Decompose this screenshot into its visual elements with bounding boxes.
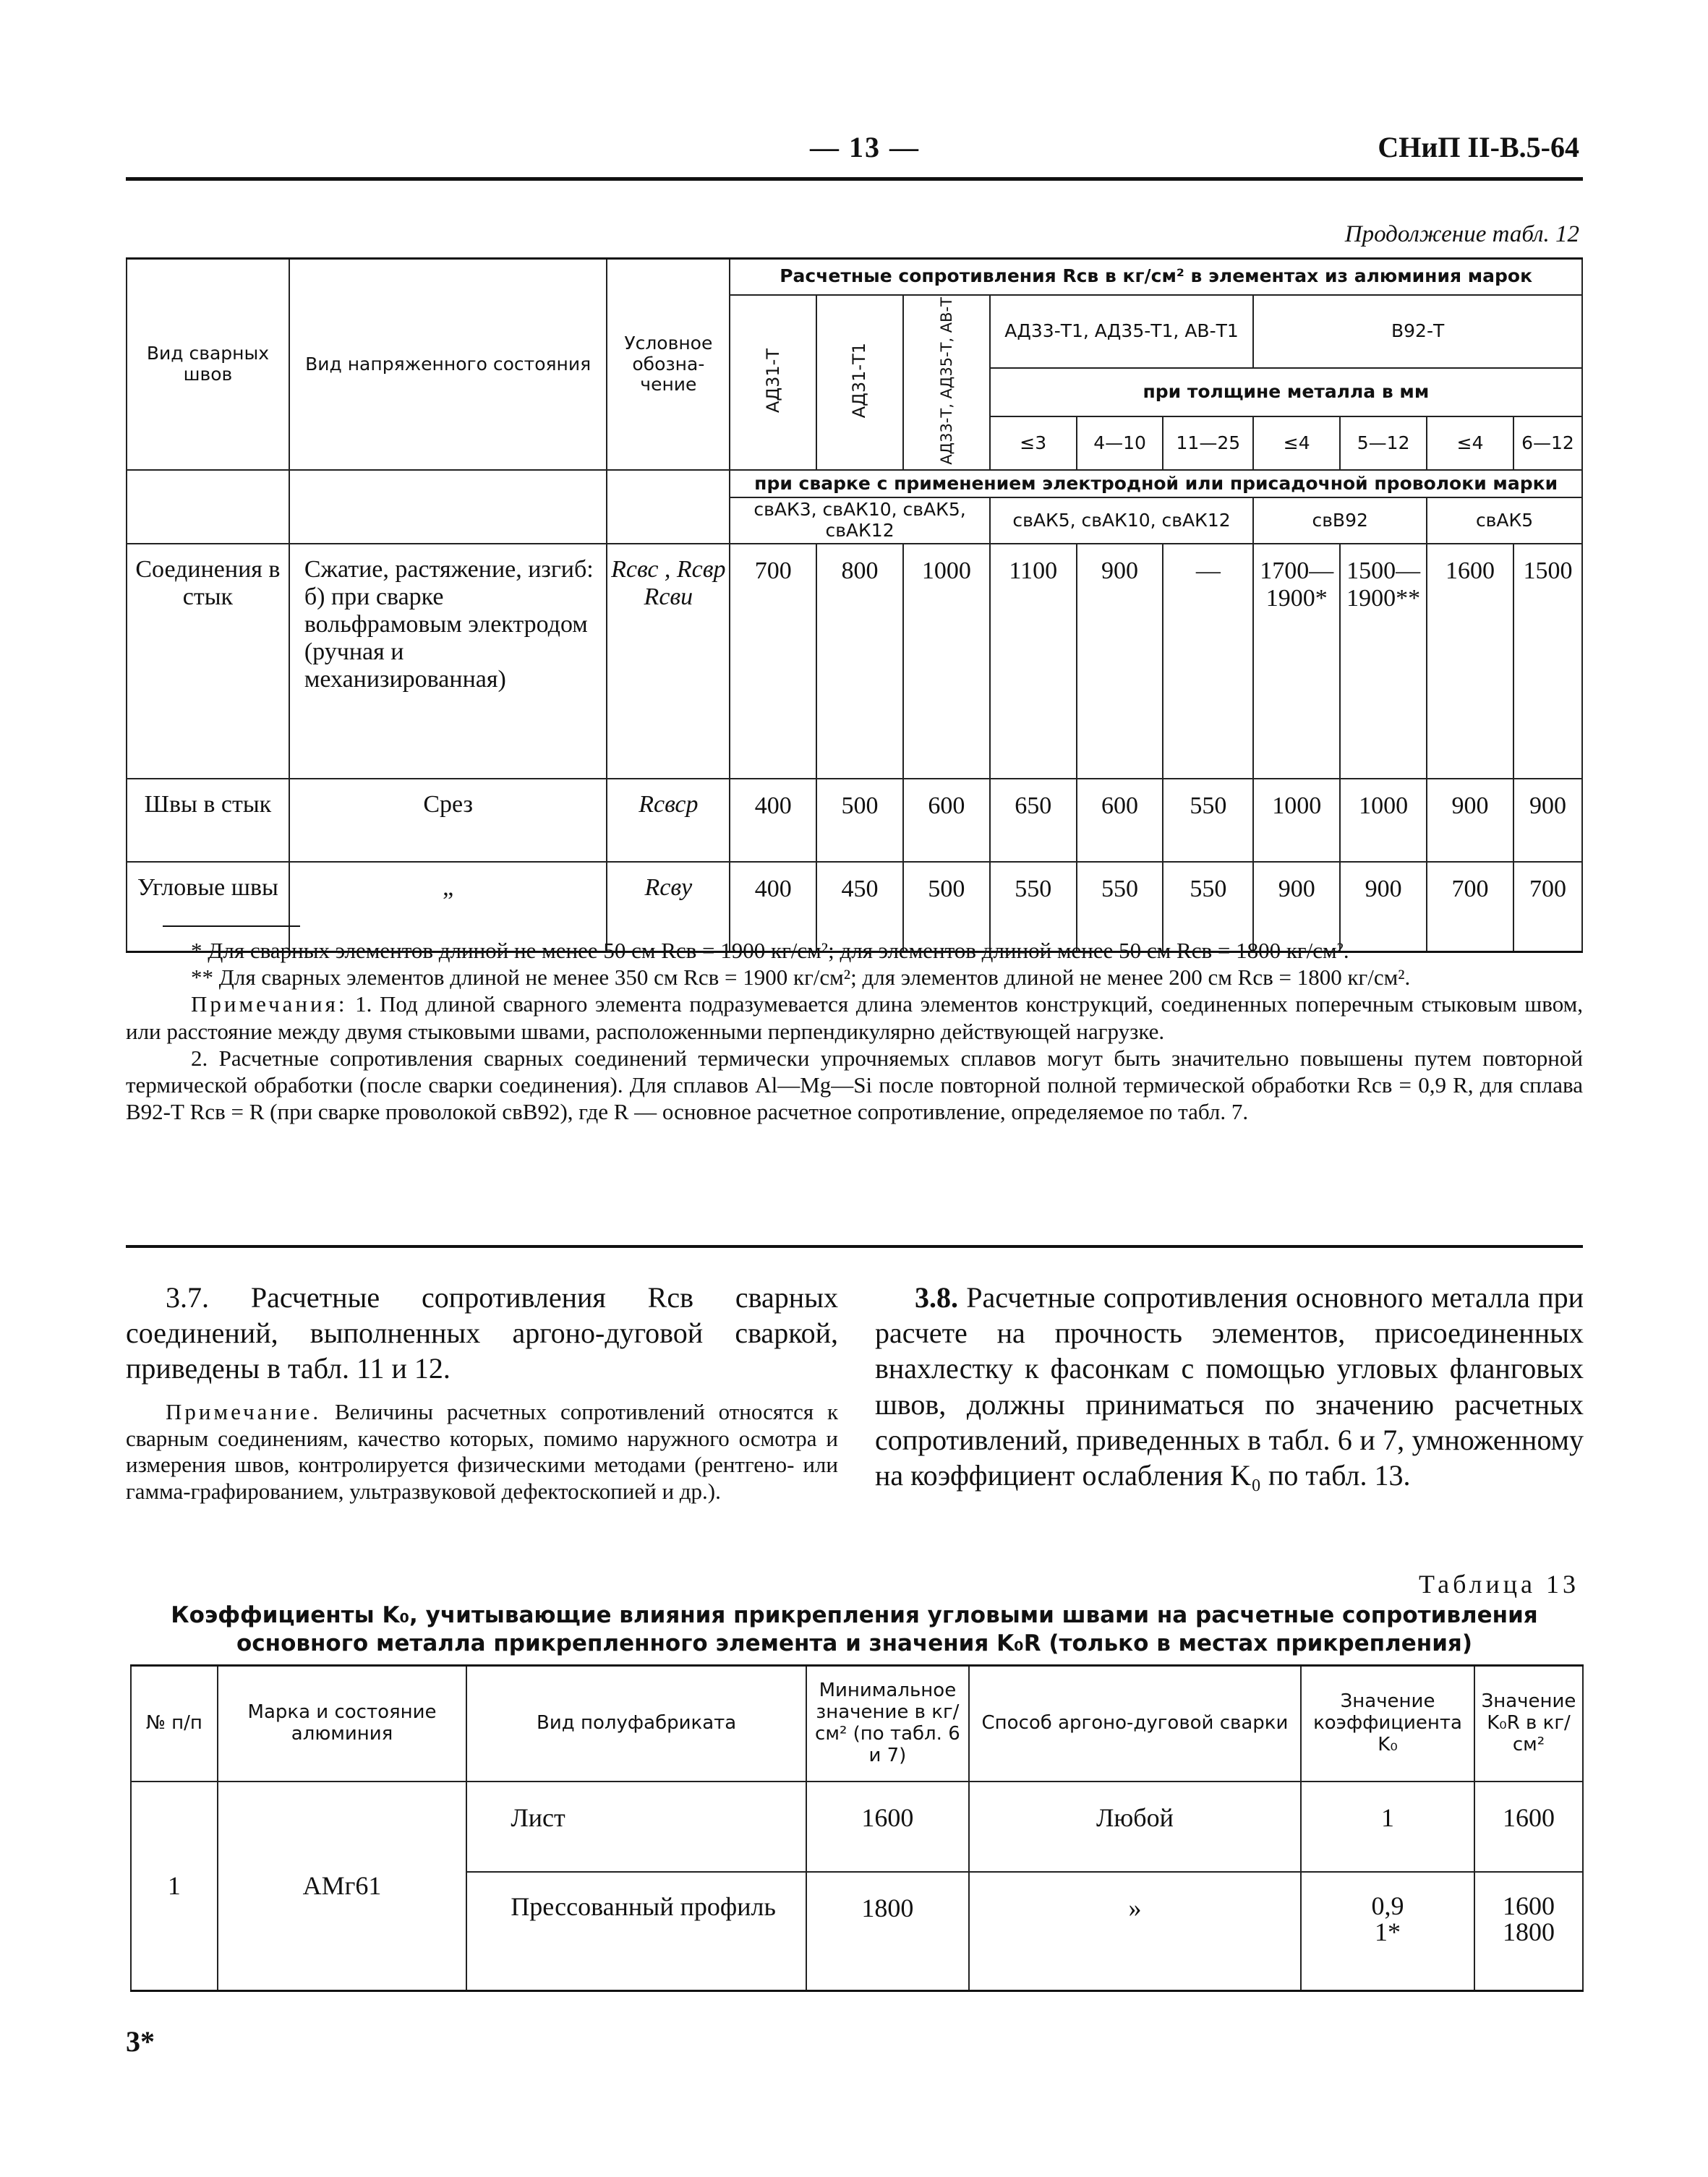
value-cell: 700 bbox=[1513, 862, 1582, 952]
footnote-2: ** Для сварных элементов длиной не менее 350 см Rсв = 1900 кг/см²; для элементов длиной не менее 200 см Rсв = 1800 кг/см². bbox=[191, 965, 1411, 991]
symbol: Rсвс , Rсвр Rсви bbox=[607, 544, 730, 779]
row-method: Любой bbox=[969, 1782, 1301, 1872]
value-cell: 400 bbox=[730, 779, 816, 862]
thickness-cell: ≤3 bbox=[990, 416, 1077, 470]
value-cell: 1000 bbox=[1340, 779, 1427, 862]
body-note bbox=[126, 1399, 838, 1505]
paragraph-3-7 bbox=[126, 1280, 838, 1387]
header-min-value: Минимальное значение в кг/см² (по табл. 6 и 7) bbox=[806, 1666, 969, 1782]
document-code: СНиП II-В.5-64 bbox=[1378, 131, 1579, 163]
value-cell: 900 bbox=[1253, 862, 1340, 952]
value-cell: 800 bbox=[816, 544, 903, 779]
row-product: Лист bbox=[466, 1782, 806, 1872]
value-cell: 900 bbox=[1340, 862, 1427, 952]
note-2: 2. Расчетные сопротивления сварных соединений термически упрочняемых сплавов могут быть значительно повышены путем повторной термической обработки (после сварки соединения). Для сплавов Al—Mg—Si после повторной полной термической обработки Rсв = 0,9 R, для сплава В92-Т Rсв = R (при сварке проволокой свВ92), где R — основное расчетное сопротивление, определяемое по табл. 7. bbox=[126, 1045, 1583, 1125]
value-cell: 1100 bbox=[990, 544, 1077, 779]
thickness-header: при толщине металла в мм bbox=[990, 368, 1582, 416]
row-product: Прессованный профиль bbox=[466, 1872, 806, 1991]
footnotes bbox=[126, 937, 1583, 1125]
table-13-title: Коэффициенты K₀, учитывающие влияния прикрепления угловыми швами на расчетные сопротивления основного металла прикрепленного элемента и значения K₀R (только в местах прикрепления) bbox=[171, 1602, 1538, 1656]
paragraph-3-8 bbox=[875, 1280, 1584, 1493]
row-grade: АМг61 bbox=[218, 1782, 467, 1991]
paragraph-text: Расчетные сопротивления основного металла при расчете на прочность элементов, присоединенных внахлестку к фасонкам с помощью угловых фланговых швов, должны приниматься по значению расчетных сопротивлений, приведенных в табл. 6 и 7, умноженному на коэффициент ослабления K₀ по табл. 13. bbox=[875, 1281, 1584, 1492]
wire-group-3: свВ92 bbox=[1253, 497, 1427, 544]
value-cell: 700 bbox=[730, 544, 816, 779]
col-stress-state: Вид напряженного состояния bbox=[289, 259, 607, 471]
page-number: — 13 — bbox=[810, 131, 920, 163]
notes-label: Примечания: bbox=[191, 991, 348, 1017]
thickness-cell: 4—10 bbox=[1077, 416, 1163, 470]
alloy-ad33t1: АД33-Т1, АД35-Т1, АВ-Т1 bbox=[990, 295, 1253, 368]
header-coef: Значение коэффициента K₀ bbox=[1301, 1666, 1474, 1782]
value-cell: 550 bbox=[990, 862, 1077, 952]
header-k0r: Значение K₀R в кг/см² bbox=[1474, 1666, 1583, 1782]
table-13 bbox=[130, 1664, 1584, 1992]
value-cell: 1000 bbox=[1253, 779, 1340, 862]
note-1-text: 1. Под длиной сварного элемента подразумевается длина элементов конструкций, соединенных поперечным стыковым швом, или расстояние между двумя стыковыми швами, расположенными перпендикулярно действующей нагрузке. bbox=[126, 991, 1583, 1044]
header-grade: Марка и состояние алюминия bbox=[218, 1666, 467, 1782]
alloy-ad31t1: АД31-Т1 bbox=[816, 295, 903, 471]
value-cell: 700 bbox=[1427, 862, 1513, 952]
wire-group-2: свАК5, свАК10, свАК12 bbox=[990, 497, 1253, 544]
row-method: » bbox=[969, 1872, 1301, 1991]
body-note-text: Величины расчетных сопротивлений относятся к сварным соединениям, качество которых, помимо наружного осмотра и измерения швов, контролируется физическими методами (рентгено- или гамма-графированием, ультразвуковой дефектоскопией и др.). bbox=[126, 1399, 839, 1504]
resistance-header: Расчетные сопротивления Rсв в кг/см² в элементах из алюминия марок bbox=[730, 259, 1582, 295]
alloy-ad31t: АД31-Т bbox=[730, 295, 816, 471]
row-num: 1 bbox=[131, 1782, 218, 1991]
row-min-value: 1600 bbox=[806, 1782, 969, 1872]
value-cell: 500 bbox=[903, 862, 990, 952]
value-cell: — bbox=[1163, 544, 1253, 779]
row-coef: 1 bbox=[1301, 1782, 1474, 1872]
table-row bbox=[127, 544, 1582, 779]
page-mark: 3* bbox=[126, 2025, 155, 2058]
symbol: Rсву bbox=[607, 862, 730, 952]
table-row bbox=[127, 779, 1582, 862]
body-note-label: Примечание. bbox=[166, 1399, 322, 1424]
alloy-v92t: В92-Т bbox=[1253, 295, 1582, 368]
value-cell: 900 bbox=[1427, 779, 1513, 862]
value-cell: 550 bbox=[1163, 862, 1253, 952]
alloy-ad33t: АД33-Т, АД35-Т, АВ-Т bbox=[903, 295, 990, 471]
section-rule bbox=[126, 1245, 1583, 1248]
paragraph-number: 3.7. bbox=[166, 1281, 209, 1314]
thickness-cell: ≤4 bbox=[1427, 416, 1513, 470]
value-cell: 600 bbox=[1077, 779, 1163, 862]
header-method: Способ аргоно-дуговой сварки bbox=[969, 1666, 1301, 1782]
wire-group-1: свАК3, свАК10, свАК5, свАК12 bbox=[730, 497, 989, 544]
thickness-cell: 6—12 bbox=[1513, 416, 1582, 470]
table-12 bbox=[126, 257, 1583, 953]
value-cell: 900 bbox=[1513, 779, 1582, 862]
wire-header: при сварке с применением электродной или присадочной проволоки марки bbox=[730, 470, 1582, 497]
value-cell: 550 bbox=[1077, 862, 1163, 952]
weld-type: Соединения в стык bbox=[127, 544, 289, 779]
value-cell: 1700—1900* bbox=[1253, 544, 1340, 779]
thickness-cell: 5—12 bbox=[1340, 416, 1427, 470]
value-cell: 900 bbox=[1077, 544, 1163, 779]
symbol: Rсвср bbox=[607, 779, 730, 862]
table-row bbox=[131, 1782, 1583, 1872]
col-weld-type: Вид сварных швов bbox=[127, 259, 289, 471]
header-rule bbox=[126, 177, 1583, 181]
value-cell: 600 bbox=[903, 779, 990, 862]
col-symbol: Условное обозна-чение bbox=[607, 259, 730, 471]
value-cell: 550 bbox=[1163, 779, 1253, 862]
stress-state: Срез bbox=[289, 779, 607, 862]
wire-group-4: свАК5 bbox=[1427, 497, 1582, 544]
value-cell: 400 bbox=[730, 862, 816, 952]
note-1 bbox=[126, 991, 1583, 1044]
stress-state: „ bbox=[289, 862, 607, 952]
row-k0r: 1600 bbox=[1474, 1782, 1583, 1872]
row-k0r: 1600 1800 bbox=[1474, 1872, 1583, 1991]
footnote-rule bbox=[163, 925, 300, 927]
value-cell: 1000 bbox=[903, 544, 990, 779]
value-cell: 500 bbox=[816, 779, 903, 862]
footnote-1: * Для сварных элементов длиной не менее 50 см Rсв = 1900 кг/см²; для элементов длиной менее 50 см Rсв = 1800 кг/см². bbox=[191, 938, 1349, 963]
value-cell: 1500—1900** bbox=[1340, 544, 1427, 779]
table-continuation-label: Продолжение табл. 12 bbox=[1344, 221, 1579, 247]
weld-type: Угловые швы bbox=[127, 862, 289, 952]
row-min-value: 1800 bbox=[806, 1872, 969, 1991]
paragraph-number: 3.8. bbox=[915, 1281, 958, 1314]
thickness-cell: 11—25 bbox=[1163, 416, 1253, 470]
weld-type: Швы в стык bbox=[127, 779, 289, 862]
thickness-cell: ≤4 bbox=[1253, 416, 1340, 470]
row-coef: 0,9 1* bbox=[1301, 1872, 1474, 1991]
header-product: Вид полуфабриката bbox=[466, 1666, 806, 1782]
stress-state: Сжатие, растяжение, изгиб: б) при сварке вольфрамовым электродом (ручная и механизированная) bbox=[289, 544, 607, 779]
value-cell: 1600 bbox=[1427, 544, 1513, 779]
value-cell: 650 bbox=[990, 779, 1077, 862]
header-num: № п/п bbox=[131, 1666, 218, 1782]
table-13-caption: Таблица 13 bbox=[1419, 1570, 1579, 1599]
value-cell: 450 bbox=[816, 862, 903, 952]
paragraph-text: Расчетные сопротивления Rсв сварных соединений, выполненных аргоно-дуговой сваркой, приведены в табл. 11 и 12. bbox=[126, 1281, 838, 1385]
value-cell: 1500 bbox=[1513, 544, 1582, 779]
